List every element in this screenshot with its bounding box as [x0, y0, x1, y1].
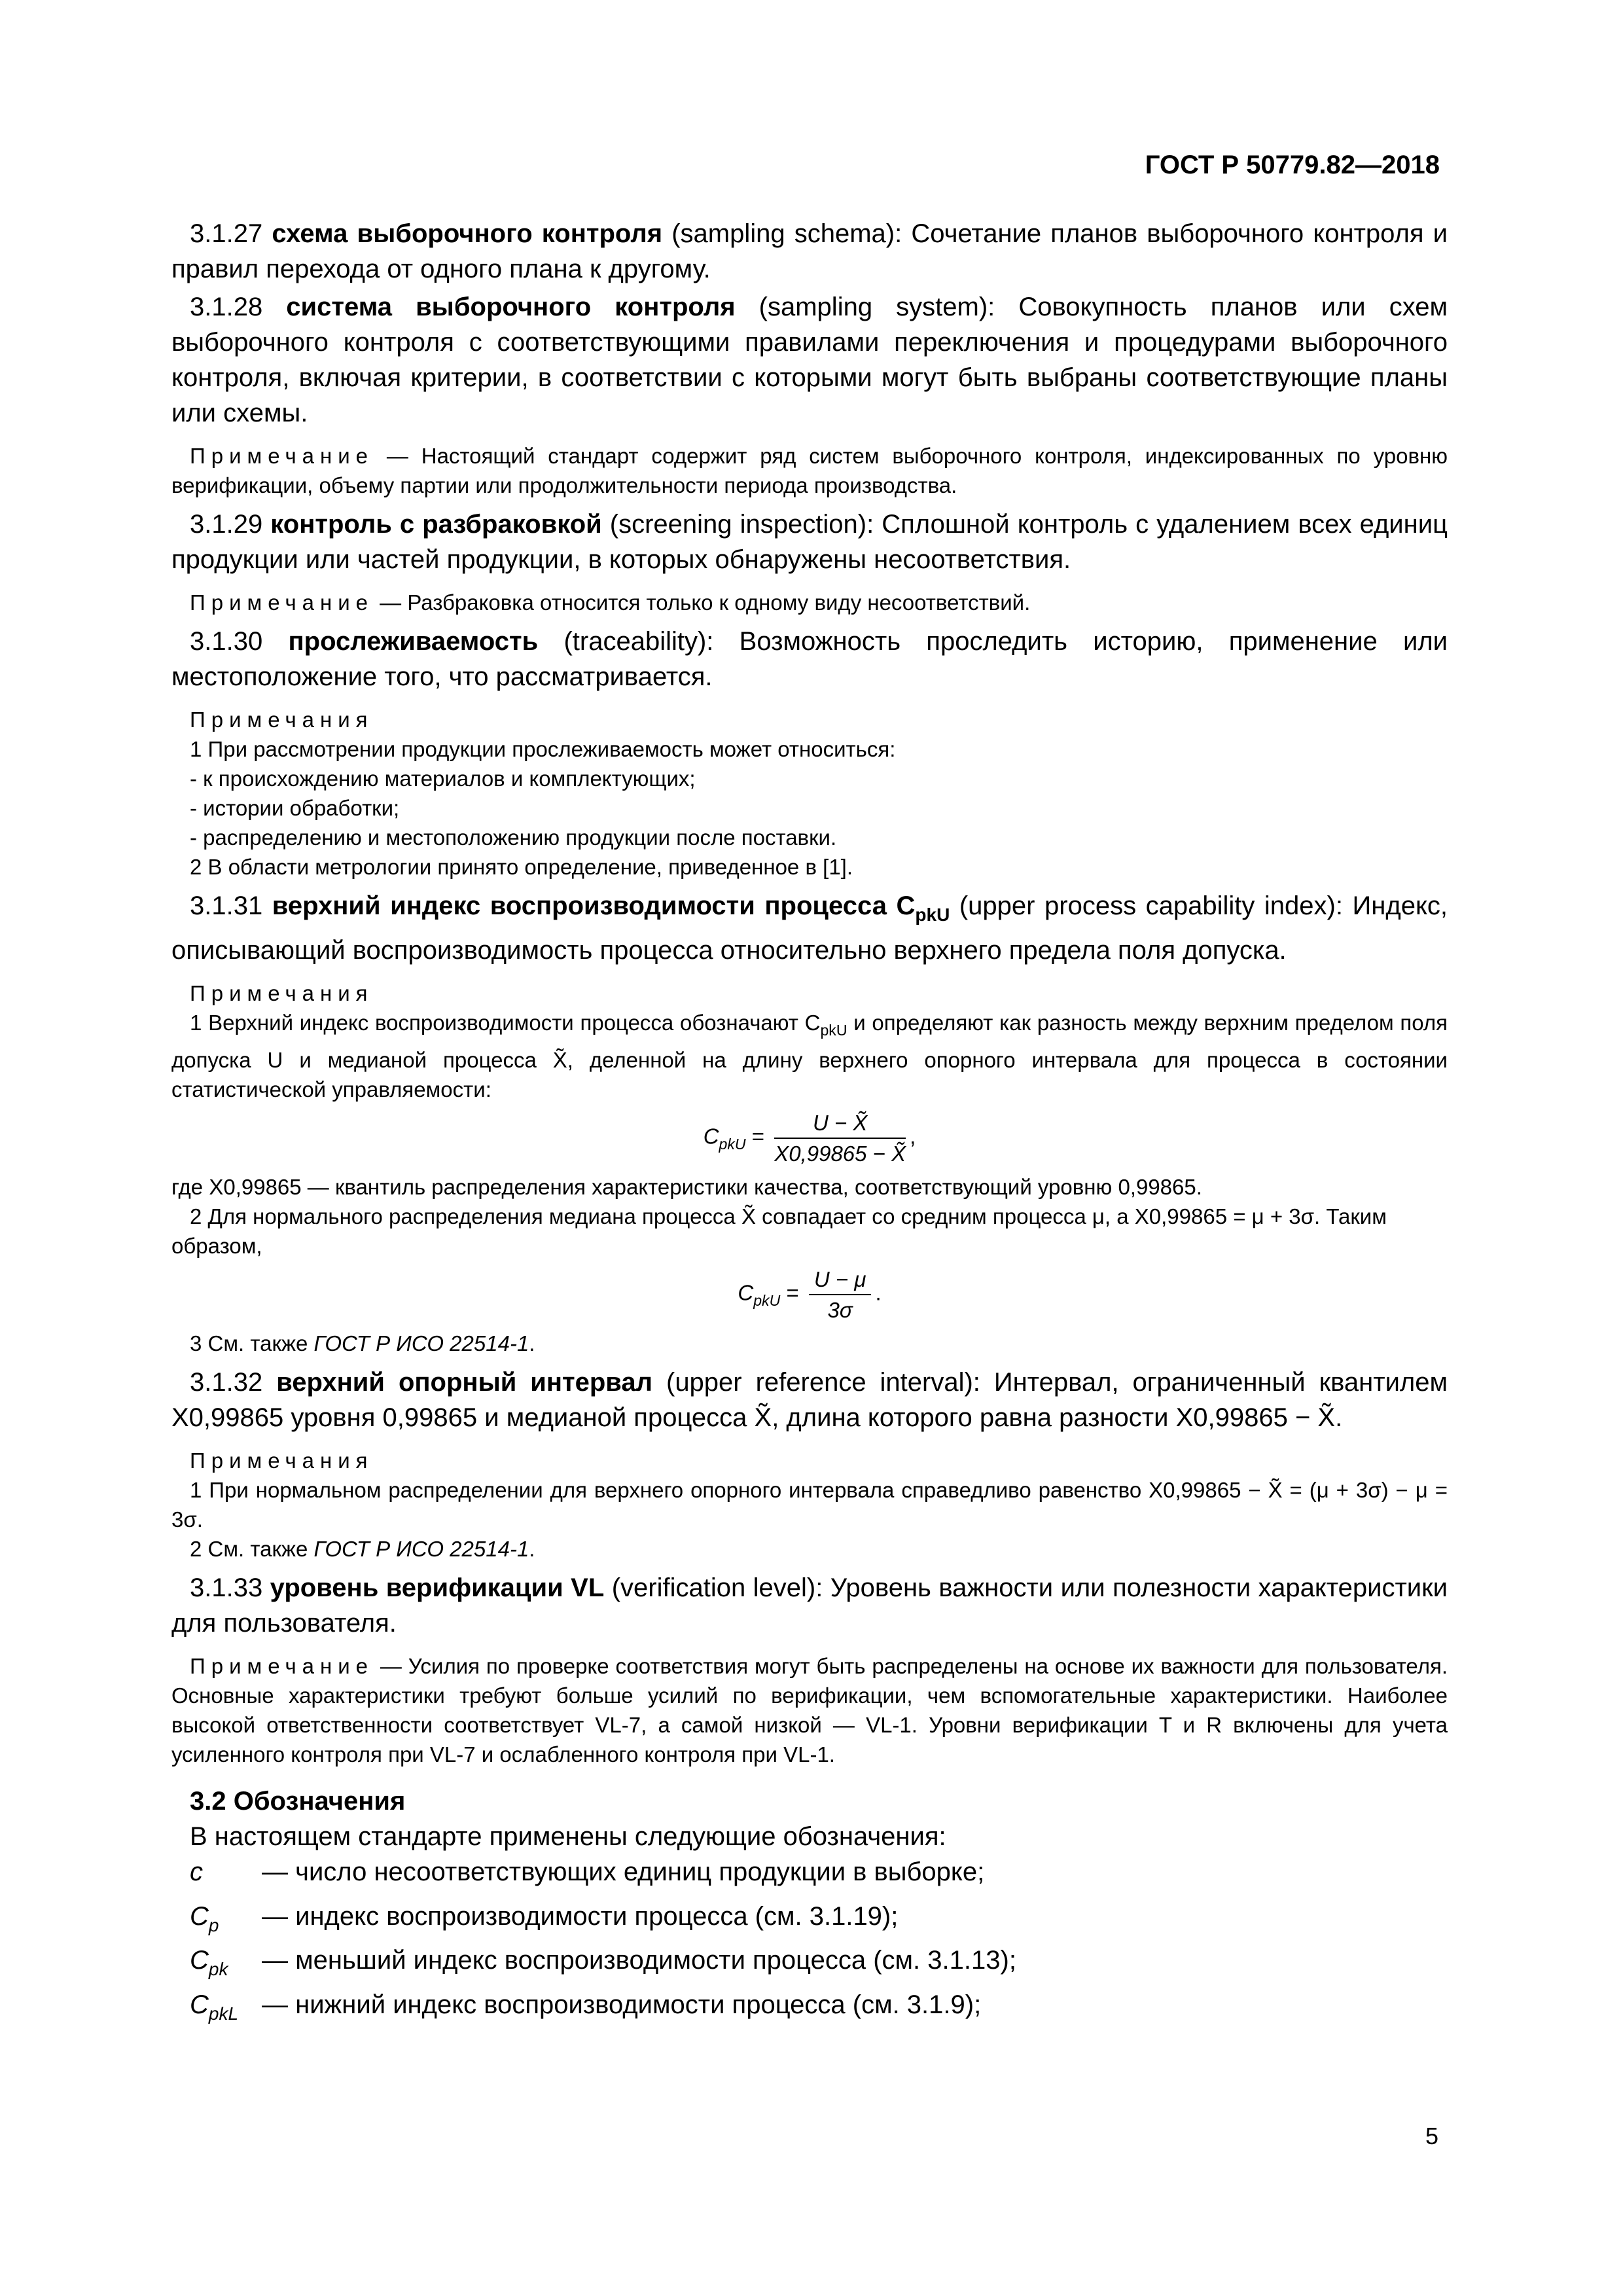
note-line: - истории обработки; — [190, 796, 400, 820]
note-where: где X0,99865 — квантиль распределения характеристики качества, соответствующий уровню 0,99865. — [171, 1174, 1202, 1199]
symbol-row: $C_p$ — индекс воспроизводимости процесса (см. 3.1.19); — [190, 1901, 899, 1935]
note-1: 1 Верхний индекс воспроизводимости процесса обозначают $C_{pkU}$ и определяют как разность между верхним пределом поля допуска U и медианой процесса X̃, деленной на длину верхнего опорного интервала для процесса в состоянии статистической управляемости: — [171, 1010, 1448, 1102]
note-2: 2 Для нормального распределения медиана процесса X̃ совпадает со средним процесса μ, а X0,99865 = μ + 3σ. Таким образом, — [171, 1204, 1387, 1258]
section-title: 3.2 Обозначения — [190, 1786, 406, 1816]
reference: ГОСТ Р ИСО 22514-1 — [313, 1536, 529, 1561]
clause-3-1-28: 3.1.28 система выборочного контроля (sampling system): Совокупность планов или схем выборочного контроля с соответствующими правилами переключения и процедурами выборочного контроля, включая критерии, в соответствии с которыми могут быть выбраны соответствующие планы или схемы. — [171, 293, 1448, 427]
symbol-row: c — число несоответствующих единиц продукции в выборке; — [190, 1857, 985, 1886]
document-header: ГОСТ Р 50779.82—2018 — [1145, 151, 1440, 179]
fraction — [774, 1108, 906, 1168]
note-1: 1 При нормальном распределении для верхнего опорного интервала справедливо равенство X0,99865 − X̃ = (μ + 3σ) − μ = 3σ. — [171, 1477, 1448, 1532]
note-label: Примечания — [190, 980, 374, 1005]
fraction — [809, 1265, 872, 1325]
term: верхний индекс воспроизводимости процесса C — [272, 891, 916, 920]
term: уровень верификации VL — [270, 1573, 605, 1602]
section-intro: В настоящем стандарте применены следующие обозначения: — [190, 1821, 946, 1851]
page-number: 5 — [1425, 2123, 1438, 2149]
denominator: 3σ — [827, 1297, 853, 1322]
clause-3-1-33: 3.1.33 уровень верификации VL (verification level): Уровень важности или полезности характеристики для пользователя. — [171, 1573, 1448, 1638]
note-line: - к происхождению материалов и комплектующих; — [190, 766, 696, 791]
note-3-1-28: Примечание — Настоящий стандарт содержит ряд систем выборочного контроля, индексированных по уровню верификации, объему партии или продолжительности периода производства. — [171, 444, 1448, 497]
symbol-row: $C_{pk}$ — меньший индекс воспроизводимости процесса (см. 3.1.13); — [190, 1946, 1016, 1980]
notes-3-1-32 — [171, 1446, 1448, 1564]
clause-3-1-31: 3.1.31 верхний индекс воспроизводимости процесса $C_{pkU}$ (upper process capability index): Индекс, описывающий воспроизводимость процесса относительно верхнего предела поля допуска. — [171, 891, 1448, 965]
note-label: Примечание — [190, 590, 374, 615]
term-subscript: pkU — [915, 904, 950, 925]
formula-cpku-normal: $C_{pkU}$ = $\frac{U - \mu}{3\sigma}$ . — [171, 1265, 1448, 1325]
note-line: 2 В области метрологии принято определение, приведенное в [1]. — [190, 855, 853, 879]
note-line: - распределению и местоположению продукции после поставки. — [190, 825, 837, 850]
term: верхний опорный интервал — [276, 1367, 653, 1397]
symbols-list — [171, 1854, 1448, 2032]
symbol-row: $C_{pkL}$ — нижний индекс воспроизводимости процесса (см. 3.1.9); — [190, 1990, 982, 2024]
term: прослеживаемость — [288, 627, 539, 656]
numerator: U − X̃ — [774, 1108, 906, 1139]
term: схема выборочного контроля — [272, 219, 663, 248]
notes-3-1-30 — [171, 705, 1448, 882]
note-line: 1 При рассмотрении продукции прослеживаемость может относиться: — [190, 737, 896, 761]
formula-cpku: $C_{pkU}$ = $\frac{U - X̃}{X0,99865 - X̃}$ , — [171, 1108, 1448, 1168]
notes-3-1-31 — [171, 978, 1448, 1358]
note-3: 3 См. также ГОСТ Р ИСО 22514-1. — [190, 1331, 535, 1355]
note-label: Примечание — [190, 444, 374, 468]
clause-3-1-27: 3.1.27 схема выборочного контроля (sampling schema): Сочетание планов выборочного контроля и правил перехода от одного плана к другому. — [171, 219, 1448, 283]
note-3-1-29: Примечание — Разбраковка относится только к одному виду несоответствий. — [190, 590, 1031, 615]
note-label: Примечание — [190, 1653, 374, 1678]
reference: ГОСТ Р ИСО 22514-1 — [313, 1331, 529, 1355]
note-3-1-33: Примечание — Усилия по проверке соответствия могут быть распределены на основе их важности для пользователя. Основные характеристики требуют больше усилий по верификации, чем вспомогательные характеристики. Наиболее высокой ответственности соответствует VL-7, а самой низкой — VL-1. Уровни верификации T и R включены для учета усиленного контроля при VL-7 и ослабленного контроля при VL-1. — [171, 1653, 1448, 1767]
clause-3-1-29: 3.1.29 контроль с разбраковкой (screening inspection): Сплошной контроль с удалением всех единиц продукции или частей продукции, в которых обнаружены несоответствия. — [171, 510, 1448, 574]
numerator: U − μ — [809, 1265, 872, 1295]
denominator: X0,99865 − X̃ — [774, 1141, 906, 1166]
note-label: Примечания — [190, 708, 374, 732]
clause-3-1-32: 3.1.32 верхний опорный интервал (upper reference interval): Интервал, ограниченный квантилем X0,99865 уровня 0,99865 и медианой процесса X̃, длина которого равна разности X0,99865 − X̃. — [171, 1367, 1448, 1432]
term: система выборочного контроля — [286, 293, 736, 321]
note-label: Примечания — [190, 1448, 374, 1473]
document-body — [171, 216, 1448, 2032]
clause-3-1-30: 3.1.30 прослеживаемость (traceability): Возможность проследить историю, применение или местоположение того, что рассматривается. — [171, 627, 1448, 691]
term: контроль с разбраковкой — [270, 510, 602, 539]
note-2: 2 См. также ГОСТ Р ИСО 22514-1. — [190, 1536, 535, 1561]
